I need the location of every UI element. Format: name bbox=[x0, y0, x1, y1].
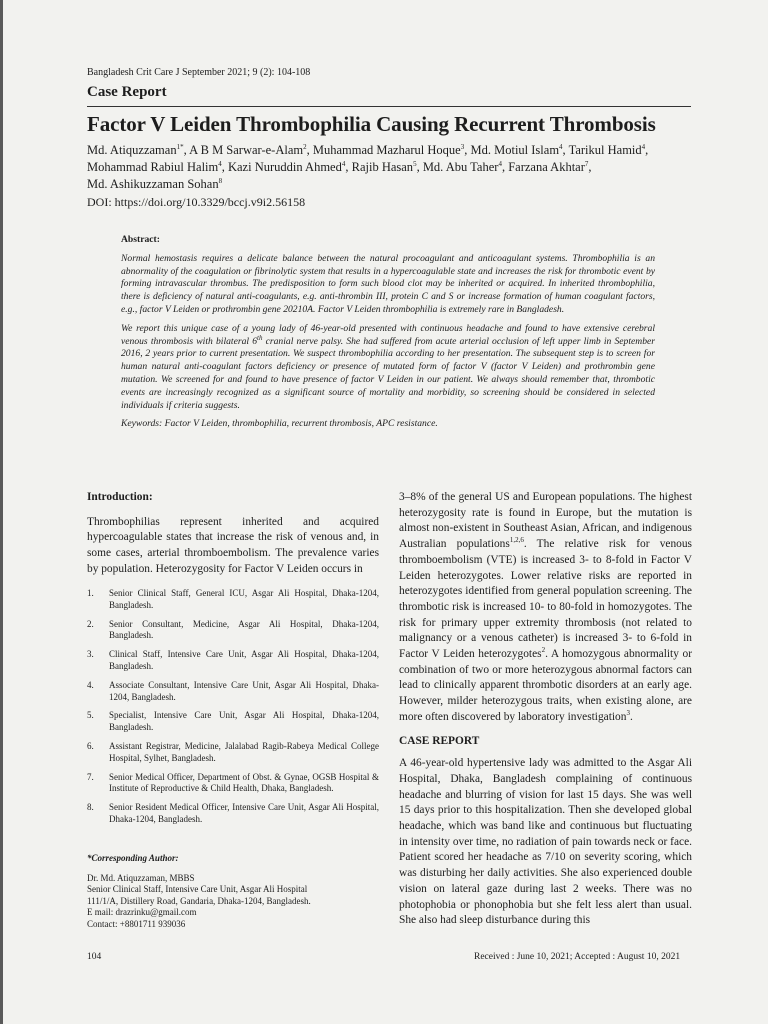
author-list: Md. Atiquzzaman$^{1*}$, A B M Sarwar-e-Alam$^2$, Muhammad Mazharul Hoque$^3$, Md. Motiul Islam$^4$, Tarikul Hamid$^4$, Mohammad Rabiul Halim$^4$, Kazi Nuruddin Ahmed$^4$, Rajib Hasan$^5$, Md. Abu Taher$^4$, Farzana Akhtar$^7$, Md. Ashikuzzaman Sohan$^8$ bbox=[87, 142, 649, 191]
corresponding-heading: *Corresponding Author: bbox=[87, 853, 179, 863]
affiliation-item: 3. Clinical Staff, Intensive Care Unit, Asgar Ali Hospital, Dhaka-1204, Bangladesh. bbox=[87, 649, 379, 671]
author: Tarikul Hamid$^4$ bbox=[568, 142, 646, 157]
affiliation-item: 6. Assistant Registrar, Medicine, Jalalabad Ragib-Rabeya Medical College Hospital, Sylhet, Bangladesh. bbox=[87, 740, 379, 763]
corresponding-line: 111/1/A, Distillery Road, Gandaria, Dhaka-1204, Bangladesh. bbox=[87, 895, 311, 906]
journal-citation: Bangladesh Crit Care J September 2021; 9 (2): 104-108 bbox=[87, 67, 311, 78]
abstract-block bbox=[121, 234, 655, 431]
author: Kazi Nuruddin Ahmed$^4$ bbox=[227, 159, 346, 174]
body-paragraph: A 46-year-old hypertensive lady was admitted to the Asgar Ali Hospital, Dhaka, Bangladesh complaining of continuous headache and blurring of vision for last 15 days. She was well 15 days prior to this hospitalization. Then she developed global headache, which was band like and continuous but fluctuating in intensity over time, no radiation of pain towards neck or face. Patient scored her headache as 7/10 on severity scoring, which was disturbing her daily activities. She also experienced double vision on lateral gaze during last 2 weeks. There was no photophobia or phonophobia but she felt less alert than usual. She also had sleep disturbance during this bbox=[399, 757, 692, 927]
affiliations-list bbox=[87, 588, 379, 833]
corresponding-line: Contact: +8801711 939036 bbox=[87, 918, 186, 929]
right-column bbox=[399, 490, 692, 929]
intro-heading: Introduction: bbox=[87, 491, 153, 503]
case-report-heading: CASE REPORT bbox=[399, 734, 480, 747]
author: Md. Motiul Islam$^4$ bbox=[470, 142, 563, 157]
doi-link[interactable]: DOI: https://doi.org/10.3329/bccj.v9i2.56158 bbox=[87, 195, 306, 209]
article-title: Factor V Leiden Thrombophilia Causing Recurrent Thrombosis bbox=[87, 112, 656, 136]
page-number: 104 bbox=[87, 952, 102, 962]
corresponding-email[interactable]: E mail: drazrinku@gmail.com bbox=[87, 907, 197, 918]
affiliation-item: 4. Associate Consultant, Intensive Care Unit, Asgar Ali Hospital, Dhaka-1204, Bangladesh. bbox=[87, 679, 379, 702]
body-paragraph: 3–8% of the general US and European populations. The highest heterozygosity rate is found in Europe, but the mutation is almost non-existent in Southeast Asian, African, and indigenous Australian populations$^{1,2,6}$. The relative risk for venous thromboembolism (VTE) is increased 3- to 8-fold in Factor V Leiden heterozygotes. Lower relative risks are reported in heterozygotes identified from general population screening. The thrombotic risk is increased 10- to 80-fold in homozygotes. The risk for primary upper extremity thrombosis (not related to malignancy or a venous catheter) is increased 3- to 6-fold in Factor V Leiden heterozygotes$^2$. A homozygous abnormality or combination of two or more heterozygous abnormal factors can lead to clinically apparent thrombotic disorders at an early age. However, milder heterozygous traits, when existing alone, are more often discovered by laboratory investigation$^3$. bbox=[399, 491, 693, 723]
affiliation-item: 8. Senior Resident Medical Officer, Intensive Care Unit, Asgar Ali Hospital, Dhaka-1204, Bangladesh. bbox=[87, 802, 379, 824]
section-label: Case Report bbox=[87, 84, 167, 100]
affiliation-item: 2. Senior Consultant, Medicine, Asgar Ali Hospital, Dhaka-1204, Bangladesh. bbox=[87, 618, 379, 641]
intro-section bbox=[87, 490, 379, 578]
page-edge-shadow bbox=[0, 0, 3, 1024]
author: Muhammad Mazharul Hoque$^3$ bbox=[312, 142, 465, 157]
header-rule bbox=[87, 106, 691, 107]
abstract-heading: Abstract: bbox=[121, 234, 160, 245]
author: Mohammad Rabiul Halim$^4$ bbox=[87, 159, 222, 174]
intro-paragraph: Thrombophilias represent inherited and acquired hypercoagulable states that increase the risk of venous and, in some cases, arterial thromboembolism. The prevalence varies by population. Heterozygosity for Factor V Leiden occurs in bbox=[87, 515, 379, 575]
author: A B M Sarwar-e-Alam$^2$ bbox=[189, 142, 307, 157]
corresponding-line: Dr. Md. Atiquzzaman, MBBS bbox=[87, 872, 195, 883]
abstract-paragraph: Normal hemostasis requires a delicate balance between the natural procoagulant and anticoagulant systems. Thrombophilia is an abnormality of the coagulation or fibrinolytic system that results in a hypercoagulable state and increases the risk for thrombotic event by forming intravascular thrombus. The predisposition to form such blood clot may be inherited or acquired. In inherited thrombophilia, there is deficiency of natural anti-coagulants, e.g. anti-thrombin III, protein C and S or increase formation of human coagulant factors, e.g., factor V Leiden or prothrombin gene 20210A. Factor V Leiden thrombophilia is extremely rare in Bangladesh. bbox=[121, 252, 655, 315]
author: Md. Abu Taher$^4$ bbox=[422, 159, 502, 174]
received-dates: Received : June 10, 2021; Accepted : August 10, 2021 bbox=[474, 952, 681, 962]
author: Md. Ashikuzzaman Sohan$^8$ bbox=[87, 176, 223, 191]
affiliation-item: 5. Specialist, Intensive Care Unit, Asgar Ali Hospital, Dhaka-1204, Bangladesh. bbox=[87, 710, 379, 733]
corresponding-author bbox=[87, 853, 379, 931]
abstract-paragraph: We report this unique case of a young lady of 46-year-old presented with continuous headache and found to have extensive cerebral venous thrombosis with bilateral 6th cranial nerve palsy. She had suffered from acute arterial occlusion of left upper limb in September 2016, 2 years prior to current presentation. We suspect thrombophilia according to her presentation. The subsequent step is to screen for human natural anti-coagulant factors deficiency or presence of mutated form of factor V (factor V Leiden) and prothrombin gene mutation. We screened for and found to have presence of factor V Leiden in our patient. We always should remember that, thrombotic events are increasingly recognized as a significant source of mortality and morbidity, so screening should be considered in selected individuals if criteria suggests. bbox=[121, 322, 655, 411]
corresponding-line: Senior Clinical Staff, Intensive Care Unit, Asgar Ali Hospital bbox=[87, 884, 308, 895]
author: Md. Atiquzzaman$^{1*}$ bbox=[87, 142, 184, 157]
keywords: Keywords: Factor V Leiden, thrombophilia, recurrent thrombosis, APC resistance. bbox=[121, 418, 438, 430]
author: Farzana Akhtar$^7$ bbox=[508, 159, 589, 174]
affiliation-item: 7. Senior Medical Officer, Department of Obst. & Gynae, OGSB Hospital & Institute of Reproductive & Child Health, Dhaka, Bangladesh. bbox=[87, 771, 379, 794]
affiliation-item: 1. Senior Clinical Staff, General ICU, Asgar Ali Hospital, Dhaka-1204, Bangladesh. bbox=[87, 588, 379, 610]
author: Rajib Hasan$^5$ bbox=[351, 159, 417, 174]
